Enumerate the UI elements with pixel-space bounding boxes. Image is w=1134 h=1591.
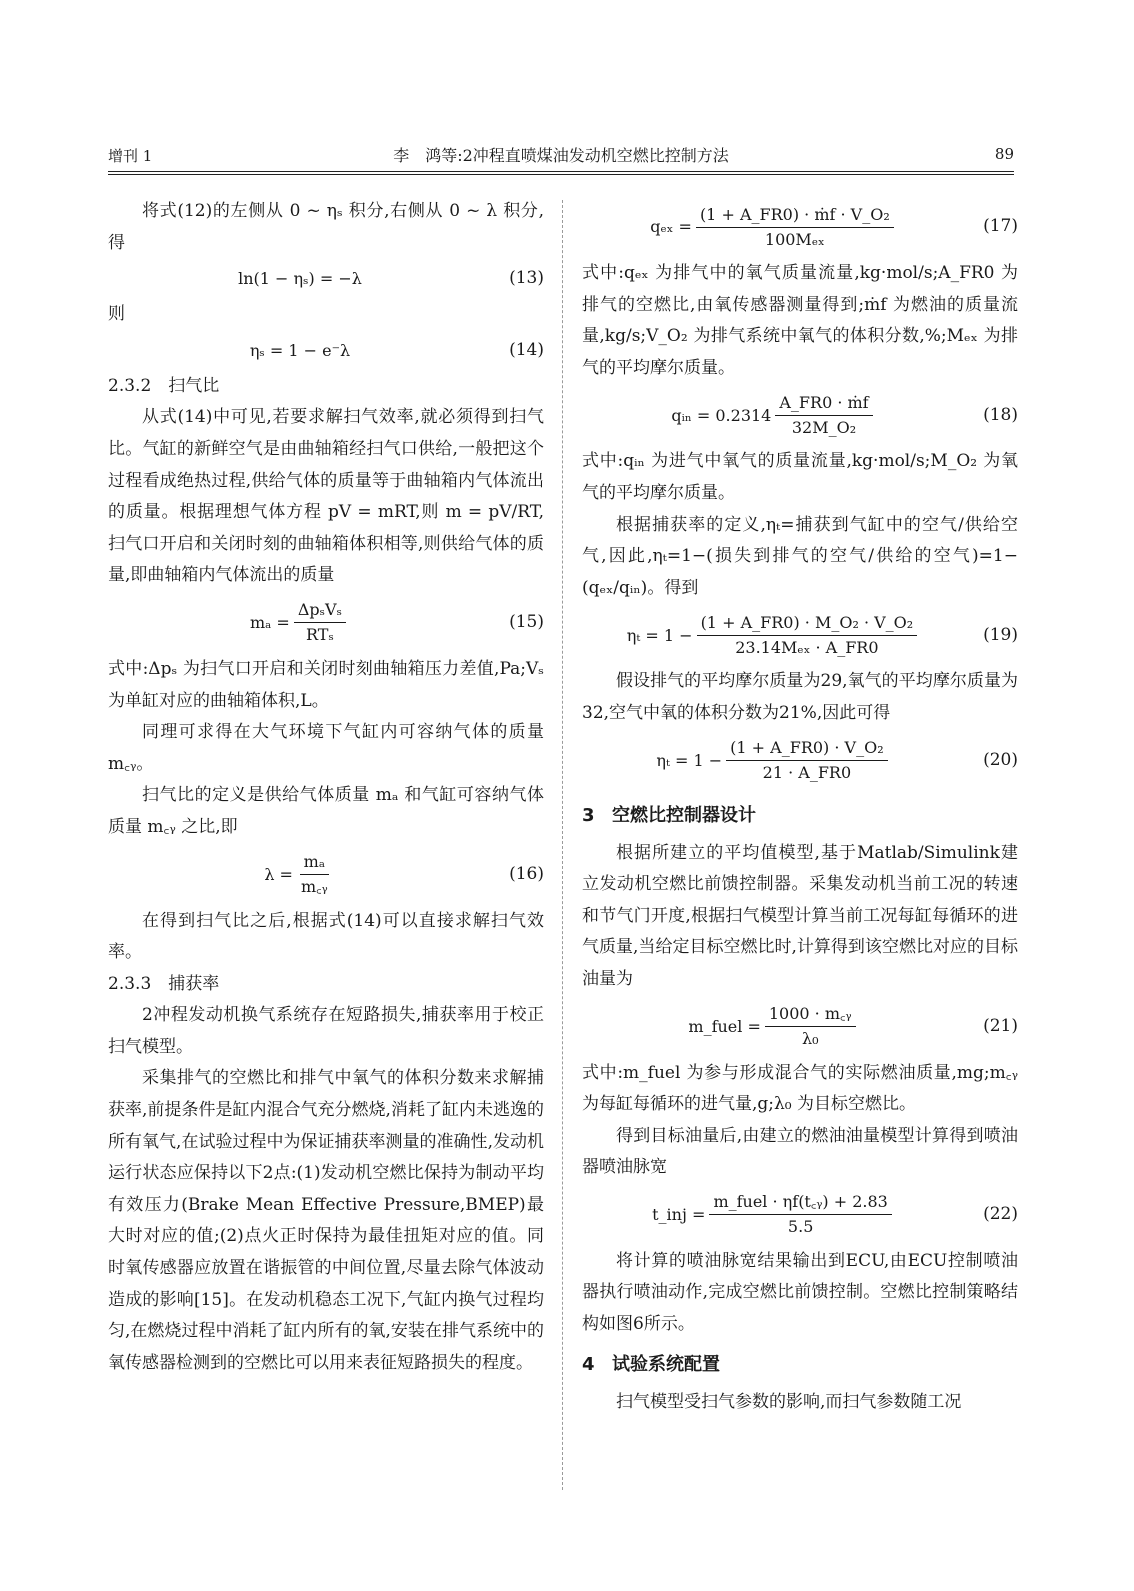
equation-14 bbox=[108, 331, 544, 371]
journal-issue: 增刊 1 bbox=[108, 147, 153, 165]
paragraph: 2冲程发动机换气系统存在短路损失,捕获率用于校正扫气模型。 bbox=[108, 1005, 544, 1057]
numerator: m_fuel · ηf(t꜀ᵧ) + 2.83 bbox=[709, 1190, 891, 1215]
numerator: 1000 · m꜀ᵧ bbox=[765, 1002, 856, 1027]
numerator: mₐ bbox=[300, 850, 329, 875]
equation-lhs: t_inj = bbox=[652, 1205, 706, 1225]
subsection-heading-2-3-3: 2.3.3 捕获率 bbox=[108, 973, 220, 994]
denominator: 100Mₑₓ bbox=[764, 229, 825, 249]
equation-15 bbox=[108, 592, 544, 654]
paragraph: 式中:Δpₛ 为扫气口开启和关闭时刻曲轴箱压力差值,Pa;Vₛ 为单缸对应的曲轴箱体积,L。 bbox=[108, 658, 544, 711]
equation-lhs: qᵢₙ = 0.2314 bbox=[671, 405, 772, 425]
paragraph: 根据捕获率的定义,ηₜ=捕获到气缸中的空气/供给空气,因此,ηₜ=1−(损失到排气的空气/供给的空气)=1−(qₑₓ/qᵢₙ)。得到 bbox=[582, 514, 1018, 598]
numerator: (1 + A_FR0) · M_O₂ · V_O₂ bbox=[697, 611, 918, 636]
denominator: 32M_O₂ bbox=[791, 417, 857, 437]
equation-17 bbox=[582, 196, 1018, 258]
left-column bbox=[108, 196, 544, 1379]
right-column bbox=[582, 196, 1018, 1418]
equation-21 bbox=[582, 996, 1018, 1058]
section-title: 空燃比控制器设计 bbox=[612, 804, 756, 826]
equation-fraction bbox=[696, 203, 894, 252]
subsection-heading-2-3-2: 2.3.2 扫气比 bbox=[108, 375, 220, 396]
equation-fraction bbox=[294, 598, 346, 647]
equation-16 bbox=[108, 844, 544, 906]
paragraph: 将式(12)的左侧从 0 ~ ηₛ 积分,右侧从 0 ~ λ 积分,得 bbox=[108, 201, 544, 253]
running-header bbox=[108, 143, 1014, 169]
paragraph: 采集排气的空燃比和排气中氧气的体积分数来求解捕获率,前提条件是缸内混合气充分燃烧,消耗了缸内未逃逸的所有氧气,在试验过程中为保证捕获率测量的准确性,发动机运行状态应保持以下2点:(1)发动机空燃比保持为制动平均有效压力(Brake Mean Effective Pressure,BMEP)最大时对应的值;(2)点火正时保持为最佳扭矩对应的值。同时氧传感器应放置在谐振管的中间位置,尽量去除气体波动造成的影响[15]。在发动机稳态工况下,气缸内换气过程均匀,在燃烧过程中消耗了缸内所有的氧,安装在排气系统中的氧传感器检测到的空燃比可以用来表征短路损失的程度。 bbox=[108, 1068, 544, 1373]
numerator: ΔpₛVₛ bbox=[294, 598, 346, 623]
paragraph: 式中:qₑₓ 为排气中的氧气质量流量,kg·mol/s;A_FR0 为排气的空燃比,由氧传感器测量得到;ṁf 为燃油的质量流量,kg/s;V_O₂ 为排气系统中氧气的体积分数,%;Mₑₓ 为排气的平均摩尔质量。 bbox=[582, 263, 1018, 378]
equation-number: (14) bbox=[509, 339, 544, 360]
equation-fraction bbox=[297, 850, 332, 899]
paragraph: 从式(14)中可见,若要求解扫气效率,就必须得到扫气比。气缸的新鲜空气是由曲轴箱经扫气口供给,一般把这个过程看成绝热过程,供给气体的质量等于曲轴箱内气体流出的质量。根据理想气体方程 pV = mRT,则 m = pV/RT,扫气口开启和关闭时刻的曲轴箱体积相等,则供给气体的质量,即曲轴箱内气体流出的质量 bbox=[108, 407, 544, 586]
equation-lhs: ηₜ = 1 − bbox=[656, 750, 723, 770]
paragraph: 式中:m_fuel 为参与形成混合气的实际燃油质量,mg;m꜀ᵧ 为每缸每循环的进气量,g;λ₀ 为目标空燃比。 bbox=[582, 1062, 1018, 1115]
section-heading-4 bbox=[582, 1345, 1018, 1385]
equation-fraction bbox=[697, 611, 918, 660]
equation-20 bbox=[582, 730, 1018, 792]
page-number: 89 bbox=[994, 145, 1014, 163]
equation-lhs: mₐ = bbox=[250, 613, 290, 633]
section-heading-3 bbox=[582, 796, 1018, 836]
equation-lhs: ηₜ = 1 − bbox=[626, 625, 693, 645]
equation-22 bbox=[582, 1184, 1018, 1246]
denominator: 21 · A_FR0 bbox=[762, 763, 852, 783]
paragraph: 扫气模型受扫气参数的影响,而扫气参数随工况 bbox=[616, 1391, 962, 1412]
equation-fraction bbox=[765, 1002, 856, 1051]
equation-fraction bbox=[726, 736, 887, 785]
paragraph: 将计算的喷油脉宽结果输出到ECU,由ECU控制喷油器执行喷油动作,完成空燃比前馈控制。空燃比控制策略结构如图6所示。 bbox=[582, 1250, 1018, 1335]
denominator: 23.14Mₑₓ · A_FR0 bbox=[735, 637, 879, 657]
equation-18 bbox=[582, 384, 1018, 446]
equation-fraction bbox=[709, 1190, 891, 1239]
equation-lhs: qₑₓ = bbox=[650, 217, 692, 237]
column-divider bbox=[562, 200, 563, 1490]
numerator: A_FR0 · ṁf bbox=[775, 391, 872, 416]
article-running-title: 李 鸿等:2冲程直喷煤油发动机空燃比控制方法 bbox=[393, 146, 729, 165]
header-rule-bottom bbox=[108, 174, 1014, 175]
equation-body: ηₛ = 1 − e⁻λ bbox=[249, 340, 351, 360]
equation-number: (13) bbox=[509, 268, 544, 289]
equation-13 bbox=[108, 259, 544, 299]
paragraph: 假设排气的平均摩尔质量为29,氧气的平均摩尔质量为32,空气中氧的体积分数为21%,因此可得 bbox=[582, 671, 1018, 723]
header-rule-top bbox=[108, 171, 1014, 172]
section-title: 试验系统配置 bbox=[612, 1353, 720, 1375]
denominator: RTₛ bbox=[306, 625, 334, 645]
equation-number: (21) bbox=[983, 1015, 1018, 1036]
equation-body: ln(1 − ηₛ) = −λ bbox=[238, 269, 362, 289]
paragraph: 式中:qᵢₙ 为进气中氧气的质量流量,kg·mol/s;M_O₂ 为氧气的平均摩尔质量。 bbox=[582, 451, 1018, 503]
equation-lhs: λ = bbox=[264, 864, 293, 884]
equation-number: (18) bbox=[983, 404, 1018, 425]
paragraph: 根据所建立的平均值模型,基于Matlab/Simulink建立发动机空燃比前馈控制器。采集发动机当前工况的转速和节气门开度,根据扫气模型计算当前工况每缸每循环的进气质量,当给定目标空燃比时,计算得到该空燃比对应的目标油量为 bbox=[582, 842, 1018, 989]
equation-number: (15) bbox=[509, 612, 544, 633]
paragraph: 则 bbox=[108, 304, 125, 325]
denominator: λ₀ bbox=[801, 1029, 819, 1048]
equation-fraction bbox=[775, 391, 872, 440]
section-number: 3 bbox=[582, 804, 595, 826]
denominator: m꜀ᵧ bbox=[300, 877, 328, 896]
equation-number: (17) bbox=[983, 216, 1018, 237]
numerator: (1 + A_FR0) · ṁf · V_O₂ bbox=[696, 203, 894, 228]
paragraph: 同理可求得在大气环境下气缸内可容纳气体的质量 m꜀ᵧ。 bbox=[108, 722, 544, 774]
section-number: 4 bbox=[582, 1353, 595, 1375]
equation-19 bbox=[582, 604, 1018, 666]
numerator: (1 + A_FR0) · V_O₂ bbox=[726, 736, 887, 761]
equation-number: (20) bbox=[983, 749, 1018, 770]
equation-number: (19) bbox=[983, 624, 1018, 645]
paragraph: 得到目标油量后,由建立的燃油油量模型计算得到喷油器喷油脉宽 bbox=[582, 1125, 1018, 1178]
denominator: 5.5 bbox=[787, 1217, 814, 1237]
equation-number: (22) bbox=[983, 1204, 1018, 1225]
paragraph: 在得到扫气比之后,根据式(14)可以直接求解扫气效率。 bbox=[108, 910, 544, 963]
equation-lhs: m_fuel = bbox=[688, 1016, 761, 1036]
equation-number: (16) bbox=[509, 863, 544, 884]
paragraph: 扫气比的定义是供给气体质量 mₐ 和气缸可容纳气体质量 m꜀ᵧ 之比,即 bbox=[108, 785, 544, 837]
